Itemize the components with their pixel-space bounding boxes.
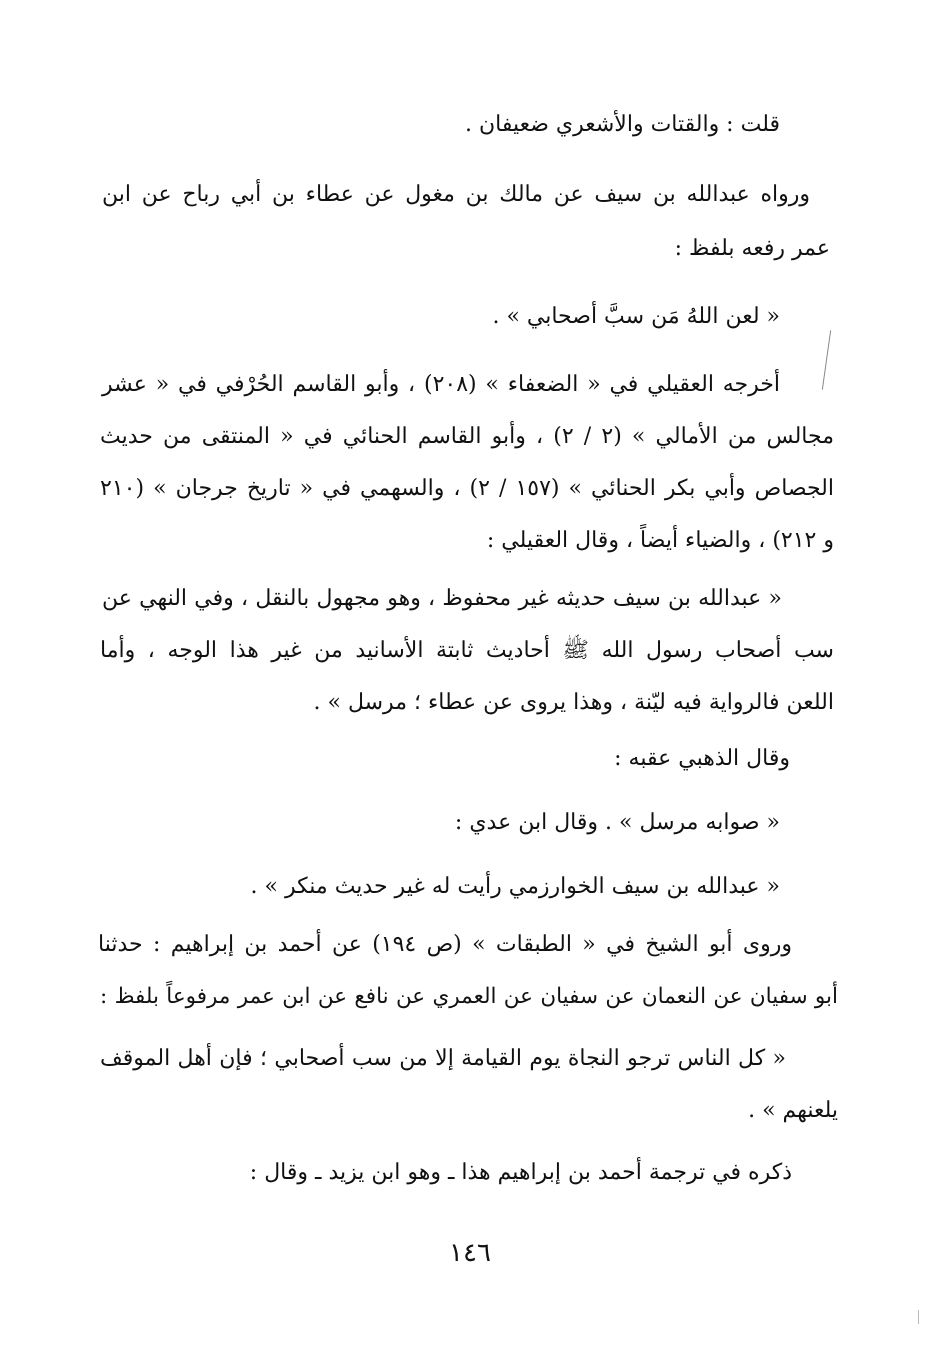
text-line: عمر رفعه بلفظ : <box>674 236 830 261</box>
text-line: « كل الناس ترجو النجاة يوم القيامة إلا من سب أصحابي ؛ فإن أهل الموقف <box>100 1046 786 1071</box>
text-line: « عبدالله بن سيف الخوارزمي رأيت له غير حديث منكر » . <box>250 874 780 899</box>
scan-mark <box>918 1310 919 1324</box>
scan-mark <box>822 330 831 390</box>
text-line: « عبدالله بن سيف حديثه غير محفوظ ، وهو مجهول بالنقل ، وفي النهي عن <box>102 586 782 611</box>
text-line: ورواه عبدالله بن سيف عن مالك بن مغول عن عطاء بن أبي رباح عن ابن <box>102 182 810 207</box>
text-line: اللعن فالرواية فيه ليّنة ، وهذا يروى عن عطاء ؛ مرسل » . <box>313 690 834 715</box>
text-line: وقال الذهبي عقبه : <box>614 746 790 771</box>
text-line: « لعن اللهُ مَن سبَّ أصحابي » . <box>492 304 780 329</box>
text-line: أبو سفيان عن النعمان عن سفيان عن العمري عن نافع عن ابن عمر مرفوعاً بلفظ : <box>100 984 838 1009</box>
text-line: ذكره في ترجمة أحمد بن إبراهيم هذا ـ وهو ابن يزيد ـ وقال : <box>249 1160 792 1185</box>
text-line: مجالس من الأمالي » (٢ / ٢) ، وأبو القاسم الحنائي في « المنتقى من حديث <box>100 424 834 449</box>
text-line: أخرجه العقيلي في « الضعفاء » (٢٠٨) ، وأبو القاسم الحُرْفي في « عشر <box>102 372 781 397</box>
text-line: سب أصحاب رسول الله ﷺ أحاديث ثابتة الأسانيد من غير هذا الوجه ، وأما <box>100 638 834 663</box>
text-line: قلت : والقتات والأشعري ضعيفان . <box>464 112 780 137</box>
text-line: الجصاص وأبي بكر الحنائي » (١٥٧ / ٢) ، والسهمي في « تاريخ جرجان » (٢١٠ <box>100 476 835 501</box>
page-number: ١٤٦ <box>449 1238 491 1268</box>
text-line: « صوابه مرسل » . وقال ابن عدي : <box>454 810 780 835</box>
text-line: يلعنهم » . <box>748 1098 838 1123</box>
text-line: و ٢١٢) ، والضياء أيضاً ، وقال العقيلي : <box>486 528 834 553</box>
text-line: وروى أبو الشيخ في « الطبقات » (ص ١٩٤) عن أحمد بن إبراهيم : حدثنا <box>98 932 792 957</box>
